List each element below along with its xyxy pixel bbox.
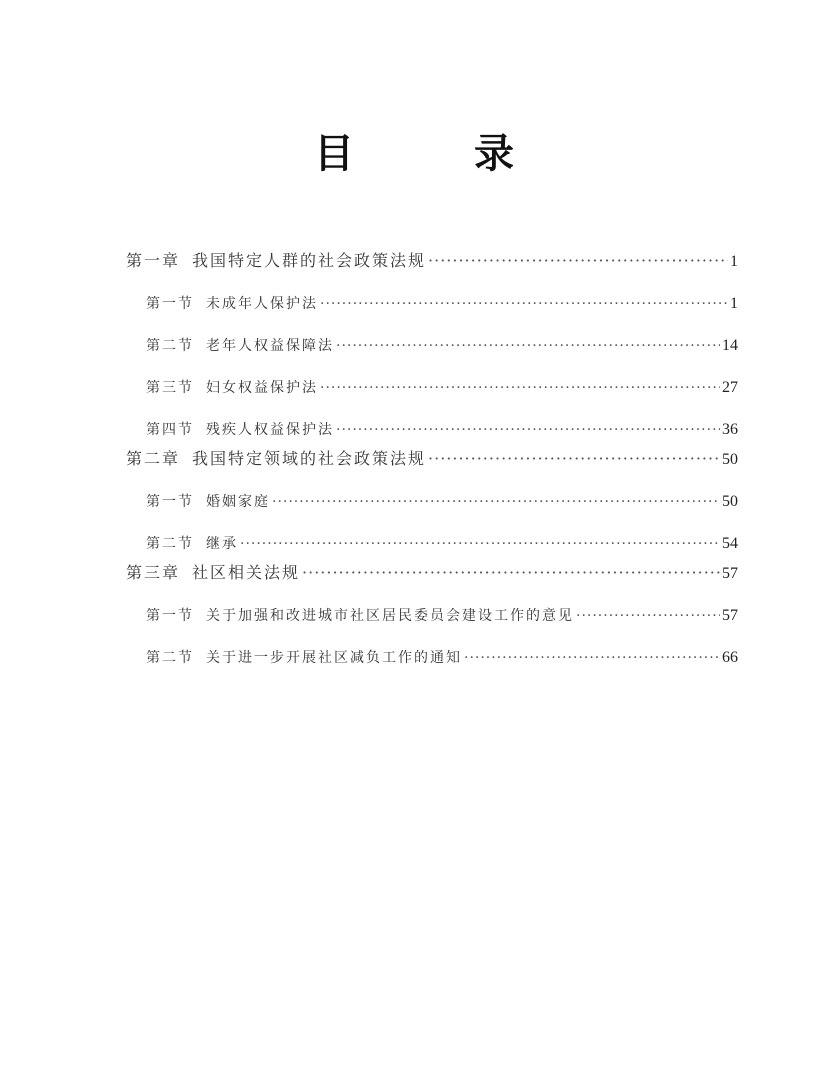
- section-number: 第二节: [146, 536, 194, 552]
- chapter-title: 我国特定人群的社会政策法规: [192, 251, 427, 270]
- chapter-label: [126, 558, 300, 588]
- dot-leader: [240, 530, 720, 558]
- chapter-number: 第二章: [126, 449, 181, 468]
- dot-leader: [576, 602, 720, 630]
- toc-section-1-3[interactable]: [126, 374, 738, 402]
- dot-leader: [428, 444, 720, 474]
- chapter-title: 我国特定领域的社会政策法规: [192, 449, 427, 468]
- section-number: 第二节: [146, 338, 194, 354]
- toc-chapter-3[interactable]: [126, 558, 738, 588]
- toc-section-2-1[interactable]: [126, 488, 738, 516]
- page-number: 1: [730, 295, 738, 312]
- section-number: 第四节: [146, 422, 194, 438]
- section-label: [146, 374, 318, 402]
- section-label: [146, 332, 334, 360]
- dot-leader: [320, 374, 720, 402]
- page-number: 57: [722, 607, 738, 624]
- toc-section-2-2[interactable]: [126, 530, 738, 558]
- section-title: 妇女权益保护法: [206, 380, 318, 396]
- dot-leader: [320, 290, 728, 318]
- page-number: 54: [722, 535, 738, 552]
- section-number: 第一节: [146, 608, 194, 624]
- section-title: 继承: [206, 536, 238, 552]
- chapter-label: [126, 444, 426, 474]
- page-number: 27: [722, 379, 738, 396]
- section-title: 婚姻家庭: [206, 494, 270, 510]
- section-label: [146, 488, 270, 516]
- page-number: 36: [722, 421, 738, 438]
- page-number: 57: [722, 565, 738, 582]
- table-of-contents: [126, 246, 738, 672]
- section-label: [146, 602, 574, 630]
- toc-section-3-2[interactable]: [126, 644, 738, 672]
- dot-leader: [272, 488, 720, 516]
- page-number: 66: [722, 649, 738, 666]
- toc-chapter-2[interactable]: [126, 444, 738, 474]
- section-number: 第二节: [146, 650, 194, 666]
- toc-section-1-1[interactable]: [126, 290, 738, 318]
- section-title: 残疾人权益保护法: [206, 422, 334, 438]
- page-number: 1: [730, 253, 738, 270]
- chapter-label: [126, 246, 426, 276]
- page-title: 目 录: [314, 131, 554, 177]
- page-number: 14: [722, 337, 738, 354]
- toc-chapter-1[interactable]: [126, 246, 738, 276]
- chapter-number: 第三章: [126, 563, 181, 582]
- section-label: [146, 416, 334, 444]
- section-label: [146, 644, 462, 672]
- section-title: 未成年人保护法: [206, 296, 318, 312]
- section-title: 关于进一步开展社区减负工作的通知: [206, 650, 462, 666]
- section-title: 关于加强和改进城市社区居民委员会建设工作的意见: [206, 608, 574, 624]
- section-title: 老年人权益保障法: [206, 338, 334, 354]
- toc-section-3-1[interactable]: [126, 602, 738, 630]
- section-label: [146, 290, 318, 318]
- toc-section-1-2[interactable]: [126, 332, 738, 360]
- section-number: 第一节: [146, 296, 194, 312]
- dot-leader: [336, 416, 720, 444]
- page-number: 50: [722, 451, 738, 468]
- toc-section-1-4[interactable]: [126, 416, 738, 444]
- section-number: 第三节: [146, 380, 194, 396]
- section-label: [146, 530, 238, 558]
- dot-leader: [336, 332, 720, 360]
- dot-leader: [428, 246, 728, 276]
- chapter-title: 社区相关法规: [192, 563, 301, 582]
- dot-leader: [302, 558, 720, 588]
- section-number: 第一节: [146, 494, 194, 510]
- chapter-number: 第一章: [126, 251, 181, 270]
- page-number: 50: [722, 493, 738, 510]
- dot-leader: [464, 644, 720, 672]
